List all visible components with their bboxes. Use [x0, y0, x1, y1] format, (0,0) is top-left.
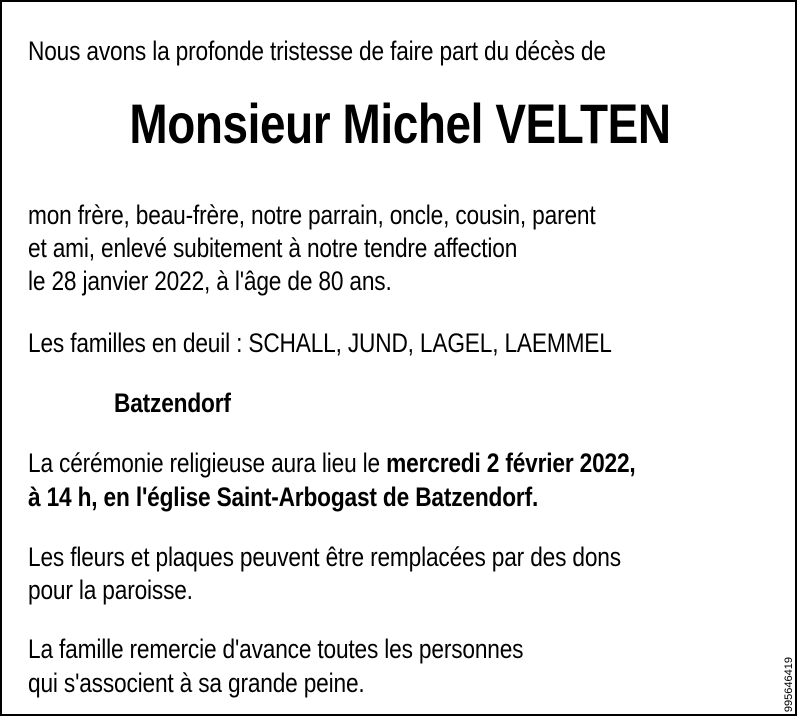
place-name: Batzendorf — [114, 388, 231, 418]
intro-text: Nous avons la profonde tristesse de faire part du décès de — [28, 36, 606, 66]
relation-line-2: et ami, enlevé subitement à notre tendre affection — [28, 233, 518, 263]
flowers-line-1: Les fleurs et plaques peuvent être remplacées par des dons — [28, 542, 621, 572]
reference-number: 995646419 — [783, 656, 795, 712]
relation-line-1: mon frère, beau-frère, notre parrain, oncle, cousin, parent — [28, 200, 596, 230]
thanks-line-2: qui s'associent à sa grande peine. — [28, 668, 365, 698]
ceremony-prefix: La cérémonie religieuse aura lieu le — [28, 448, 387, 478]
relation-line-3: le 28 janvier 2022, à l'âge de 80 ans. — [28, 266, 392, 296]
flowers-line-2: pour la paroisse. — [28, 575, 193, 605]
ceremony-line-1 — [28, 448, 636, 478]
ceremony-date: mercredi 2 février 2022, — [386, 448, 636, 478]
ceremony-location: à 14 h, en l'église Saint-Arbogast de Batzendorf. — [28, 482, 539, 512]
deceased-name: Monsieur Michel VELTEN — [129, 92, 671, 155]
families-text: Les familles en deuil : SCHALL, JUND, LAGEL, LAEMMEL — [28, 328, 612, 358]
thanks-line-1: La famille remercie d'avance toutes les personnes — [28, 634, 524, 664]
